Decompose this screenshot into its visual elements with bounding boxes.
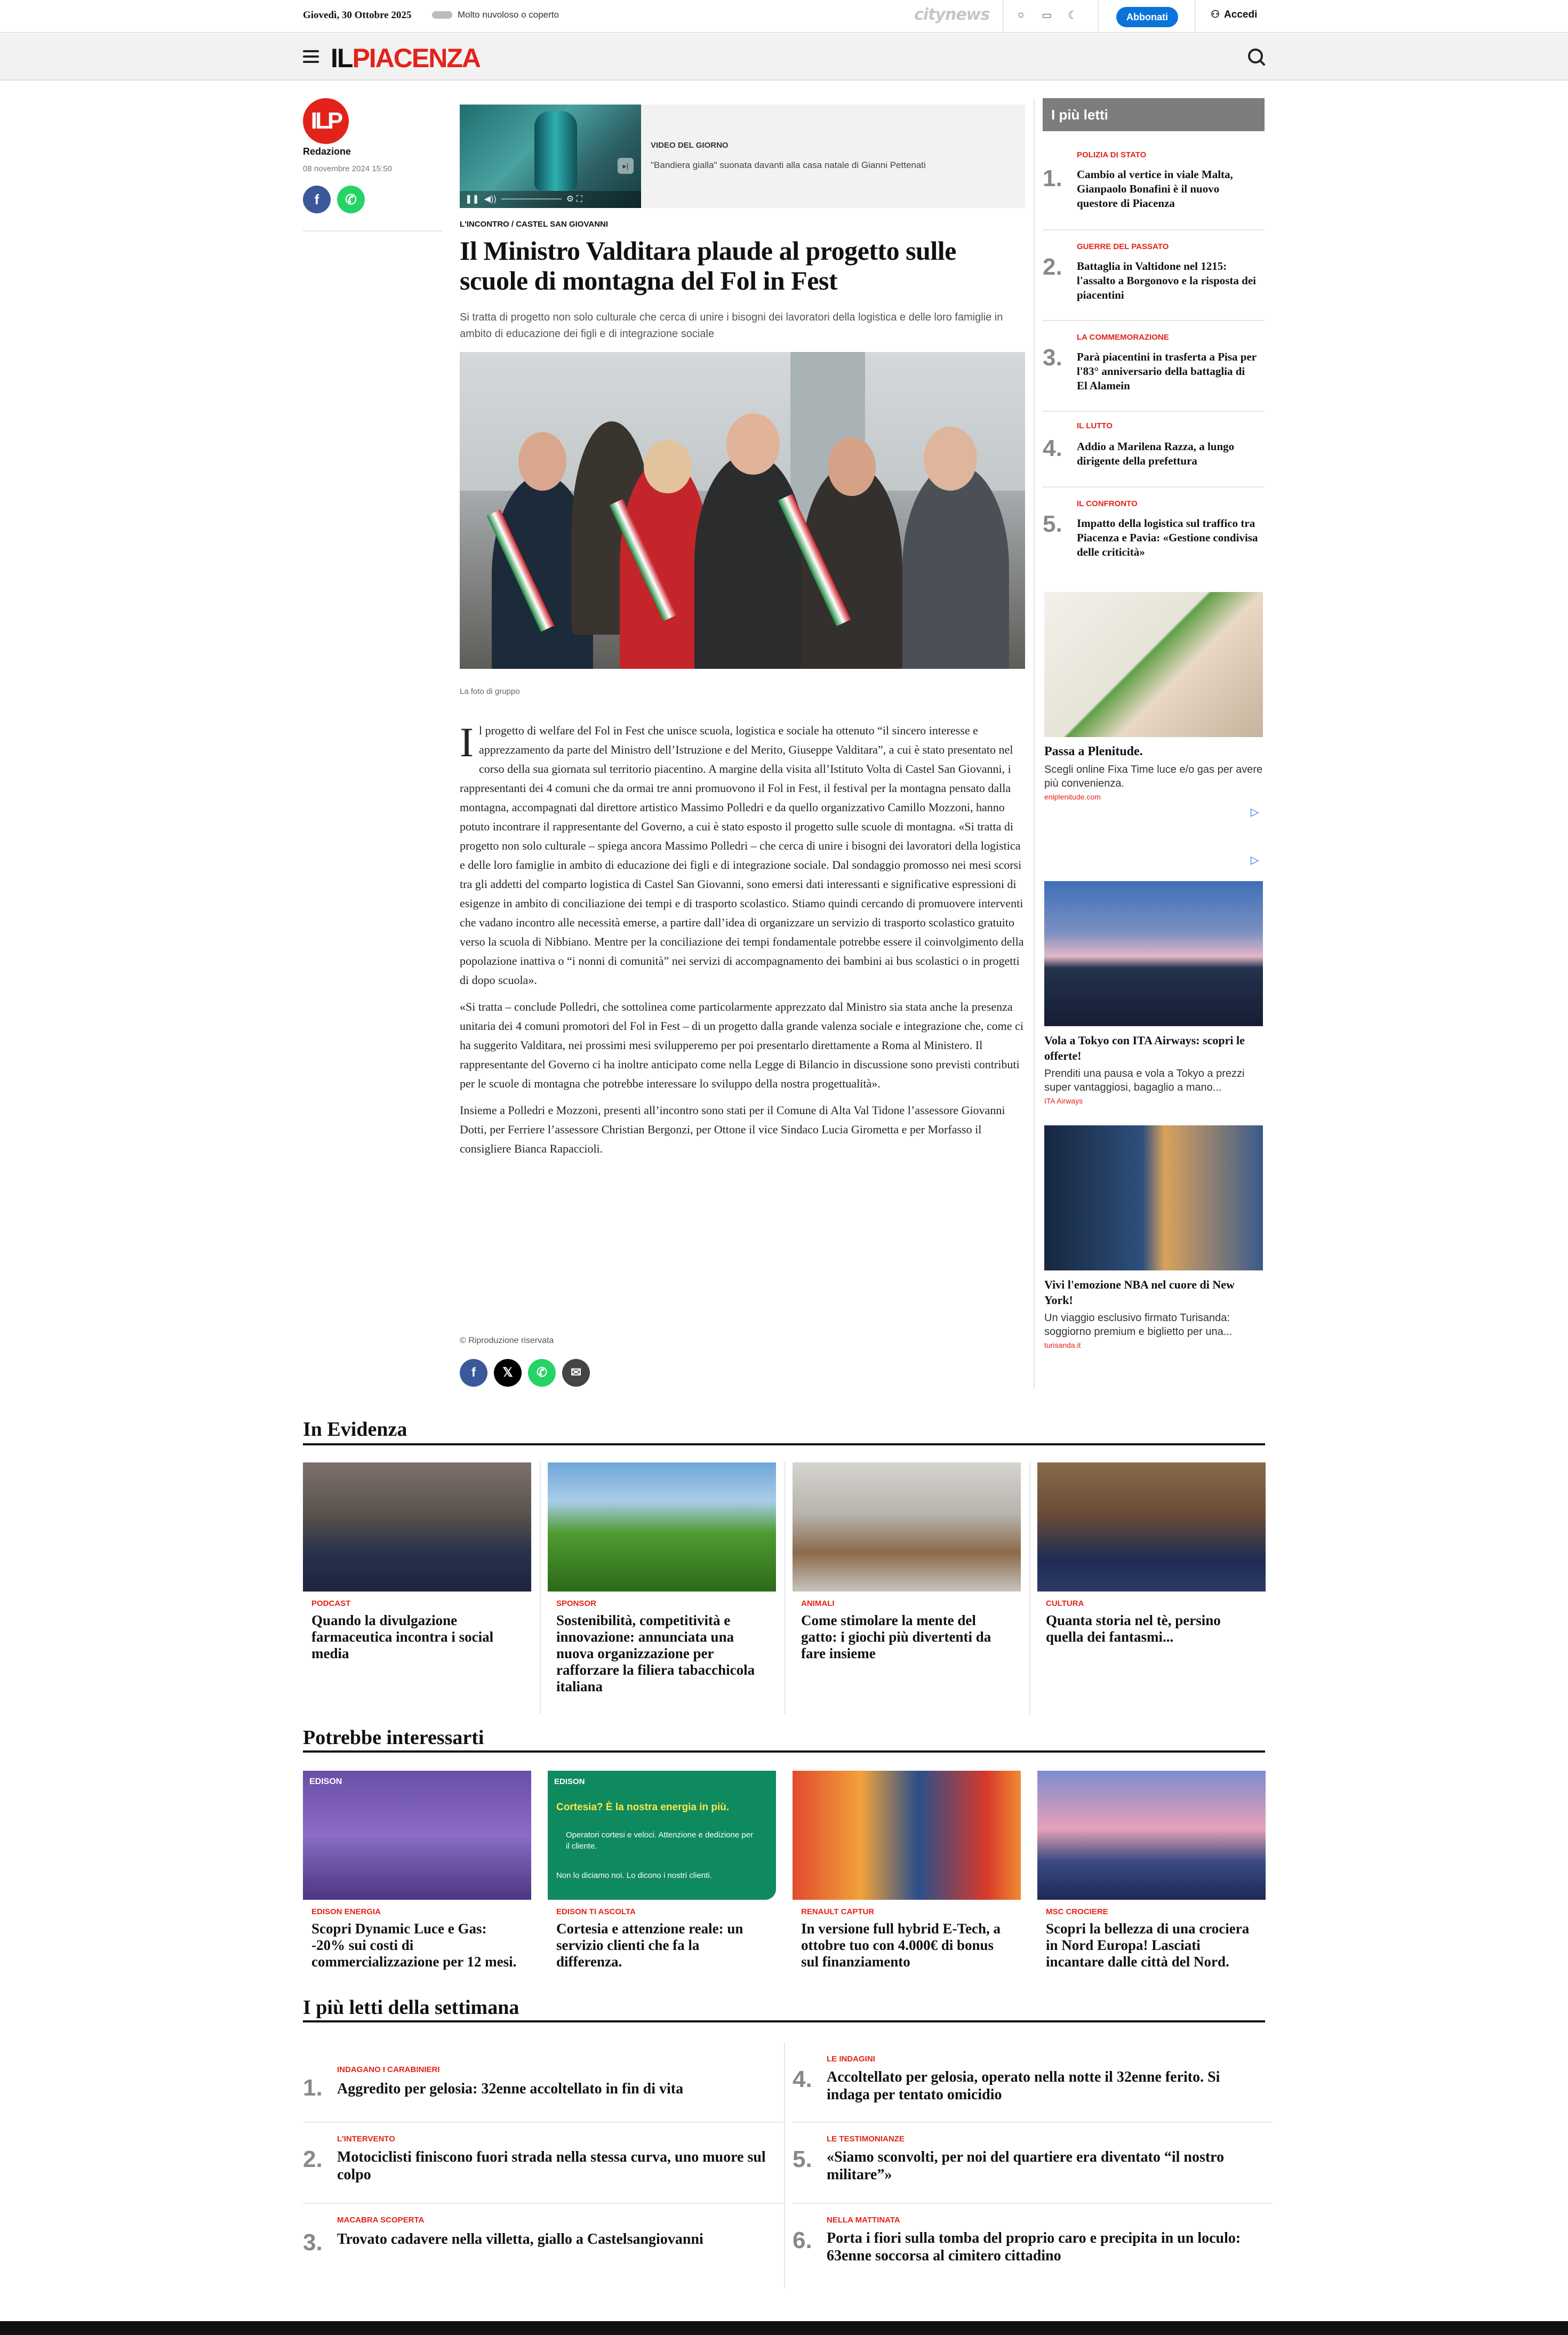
item-title[interactable]: Trovato cadavere nella villetta, giallo a Castelsangiovanni (337, 2231, 703, 2248)
hamburger-menu-icon[interactable] (303, 50, 319, 63)
top-bar (0, 0, 1568, 33)
cloud-icon (432, 11, 452, 19)
ad-plenitude[interactable] (1044, 592, 1263, 801)
item-title[interactable]: Accoltellato per gelosia, operato nella notte il 32enne ferito. Si indaga per tentato omicidio (827, 2069, 1220, 2103)
article-kicker: L'INCONTRO / CASTEL SAN GIOVANNI (460, 220, 609, 229)
facebook-share-icon[interactable]: f (303, 186, 331, 213)
rank-number: 1. (303, 2075, 323, 2101)
video-controls-play-icon[interactable]: ❚❚ ◀)) ────────── ⚙ ⛶ (460, 191, 641, 208)
monitor-icon[interactable]: ▭ (1042, 10, 1052, 21)
sponsored-card[interactable] (303, 1771, 531, 1970)
item-title[interactable]: Battaglia in Valtidone nel 1215: l'assalto a Borgonovo e la risposta dei piacentini (1077, 260, 1257, 301)
item-kicker: MACABRA SCOPERTA (337, 2216, 425, 2225)
paragraph: «Si tratta – conclude Polledri, che sottolinea come particolarmente apprezzato dal Ministro sia stata anche la presenza unitaria dei 4 comuni promotori del Fol in Fest – di un progetto dalla grande valenza sociale e integrazione che, come ci ha suggerito Valditara, nei prossimi mesi svilupperemo per poi presentarlo direttamente a Roma al Ministero. Il rappresentante del Governo ci ha inoltre anticipato come nella Legge di Bilancio in discussione sono previsti contributi per le scuole di montagna che potrebbe interessare lo sviluppo della nostra progettualità». (460, 1000, 1023, 1090)
card-title[interactable]: In versione full hybrid E-Tech, a ottobre tuo con 4.000€ di bonus sul finanziamento (801, 1921, 1001, 1970)
user-icon: ⚇ (1211, 9, 1220, 20)
skip-icon[interactable]: ▸| (618, 158, 634, 174)
weekly-item[interactable] (793, 2123, 1273, 2204)
ad-image[interactable] (1044, 1125, 1263, 1270)
rank-number: 1. (1043, 165, 1062, 191)
ad-ita-airways[interactable] (1044, 881, 1263, 1105)
copyright: © Riproduzione riservata (460, 1336, 554, 1345)
sun-icon[interactable]: ☼ (1016, 9, 1026, 20)
most-read-item[interactable] (1043, 230, 1265, 321)
logo-part-il: IL (331, 43, 353, 73)
ad-headline: Cortesia? È la nostra energia in più. (556, 1802, 730, 1813)
item-kicker: LE TESTIMONIANZE (827, 2134, 905, 2144)
paragraph: Insieme a Polledri e Mozzoni, presenti all’incontro sono stati per il Comune di Alta Val Tidone l’assessore Giovanni Dotti, per Ferriere l’assessore Christian Bergonzi, per Ottone il vice Sindaco Lucia Girometta e per Morfasso il consigliere Bianca Rapaccioli. (460, 1103, 1005, 1155)
whatsapp-share-icon[interactable]: ✆ (337, 186, 365, 213)
card-image[interactable] (548, 1771, 776, 1900)
whatsapp-share-icon[interactable]: ✆ (528, 1359, 556, 1387)
footer (0, 2321, 1568, 2335)
facebook-share-icon[interactable]: f (460, 1359, 487, 1387)
item-title[interactable]: Impatto della logistica sul traffico tra Piacenza e Pavia: «Gestione condivisa delle criticità» (1077, 517, 1258, 558)
rank-number: 3. (303, 2229, 323, 2256)
card-title[interactable]: Scopri la bellezza di una crociera in Nord Europa! Lasciati incantare dalle città del Nord. (1046, 1921, 1250, 1970)
item-title[interactable]: Parà piacentini in trasferta a Pisa per l'83° anniversario della battaglia di El Alamein (1077, 350, 1257, 392)
section-rule (303, 1750, 1265, 1753)
card-kicker: MSC CROCIERE (1046, 1907, 1108, 1916)
ad-text: Un viaggio esclusivo firmato Turisanda: soggiorno premium e biglietto per una... (1044, 1312, 1233, 1338)
article-hero-image[interactable] (460, 352, 1025, 669)
most-read-header: I più letti (1043, 98, 1265, 131)
most-read-item[interactable] (1043, 144, 1265, 230)
email-share-icon[interactable]: ✉ (562, 1359, 590, 1387)
ad-quote: Operatori cortesi e veloci. Attenzione e dedizione per il cliente. (566, 1830, 754, 1851)
item-kicker: L'INTERVENTO (337, 2134, 395, 2144)
divider (784, 2043, 785, 2288)
person (902, 464, 1009, 669)
divider (540, 1462, 541, 1714)
ad-title[interactable]: Passa a Plenitude. (1044, 745, 1143, 758)
sponsored-card[interactable] (1037, 1771, 1266, 1970)
weekly-item[interactable] (793, 2043, 1273, 2123)
ad-text: Prenditi una pausa e vola a Tokyo a prezzi super vantaggiosi, bagaglio a mano... (1044, 1068, 1245, 1093)
ad-text: Scegli online Fixa Time luce e/o gas per avere più convenienza. (1044, 764, 1263, 789)
card-image[interactable] (1037, 1771, 1266, 1900)
item-kicker: LE INDAGINI (827, 2054, 875, 2064)
divider (1195, 0, 1196, 32)
rank-number: 4. (1043, 435, 1062, 461)
item-title[interactable]: «Siamo sconvolti, per noi del quartiere era diventato “il nostro militare”» (827, 2149, 1225, 2183)
item-kicker: GUERRE DEL PASSATO (1077, 242, 1169, 251)
weather-text: Molto nuvoloso o coperto (458, 10, 559, 20)
rank-number: 2. (1043, 254, 1062, 280)
item-title[interactable]: Addio a Marilena Razza, a lungo dirigente della prefettura (1077, 440, 1235, 467)
card-image[interactable] (1037, 1462, 1266, 1592)
adchoices-icon[interactable]: ▷ (1251, 854, 1259, 866)
section-rule (303, 1443, 1265, 1445)
ad-title[interactable]: Vola a Tokyo con ITA Airways: scopri le offerte! (1044, 1034, 1245, 1062)
ad-footer: Non lo diciamo noi. Lo dicono i nostri clienti. (556, 1871, 712, 1880)
ad-source[interactable]: ITA Airways (1044, 1097, 1083, 1105)
video-title[interactable]: "Bandiera gialla" suonata davanti alla casa natale di Gianni Pettenati (651, 160, 926, 170)
most-read-item[interactable] (1043, 412, 1265, 487)
card-title[interactable]: Quanta storia nel tè, persino quella dei fantasmi... (1046, 1612, 1221, 1645)
item-title[interactable]: Porta i fiori sulla tomba del proprio caro e precipita in un loculo: 63enne soccorsa al cimitero cittadino (827, 2230, 1241, 2264)
person-face (828, 437, 876, 496)
divider (1098, 0, 1099, 32)
video-thumbnail[interactable] (460, 105, 641, 208)
evidenza-card[interactable] (793, 1462, 1021, 1662)
rank-number: 4. (793, 2066, 812, 2092)
card-image[interactable] (793, 1462, 1021, 1592)
ad-title[interactable]: Vivi l'emozione NBA nel cuore di New York! (1044, 1278, 1235, 1307)
video-of-the-day[interactable] (460, 105, 1025, 208)
weekly-item[interactable] (793, 2204, 1273, 2284)
item-kicker: POLIZIA DI STATO (1077, 150, 1147, 159)
person-face (726, 413, 780, 475)
rank-number: 2. (303, 2146, 323, 2172)
card-kicker: PODCAST (311, 1599, 351, 1608)
rank-number: 5. (793, 2146, 812, 2172)
item-title[interactable]: Cambio al vertice in viale Malta, Gianpaolo Bonafini è il nuovo questore di Piacenza (1077, 168, 1233, 210)
article-subtitle: Si tratta di progetto non solo culturale che cerca di unire i bisogni dei lavoratori della logistica e delle loro famiglie in ambito di educazione dei figli e di integrazione sociale (460, 311, 1003, 340)
edison-logo: EDISON (309, 1777, 342, 1786)
subscribe-button[interactable]: Abbonati (1116, 7, 1178, 27)
adchoices-icon[interactable]: ▷ (1251, 806, 1259, 818)
card-kicker: CULTURA (1046, 1599, 1084, 1608)
section-rule (303, 2020, 1265, 2022)
sponsored-card[interactable] (548, 1771, 776, 1970)
moon-icon[interactable]: ☾ (1068, 10, 1078, 21)
most-read-item[interactable] (1043, 487, 1265, 573)
item-kicker: IL LUTTO (1077, 421, 1113, 430)
article-body (460, 721, 1025, 1166)
card-title[interactable]: Scopri Dynamic Luce e Gas: -20% sui costi di commercializzazione per 12 mesi. (311, 1921, 517, 1970)
rank-number: 5. (1043, 511, 1062, 537)
card-kicker: EDISON TI ASCOLTA (556, 1907, 636, 1916)
site-logo[interactable] (331, 43, 480, 74)
card-image[interactable] (548, 1462, 776, 1592)
author-name[interactable]: Redazione (303, 146, 351, 157)
dropcap: I (460, 719, 474, 765)
item-title[interactable]: Motociclisti finiscono fuori strada nella stessa curva, uno muore sul colpo (337, 2149, 766, 2183)
person-face (644, 440, 692, 493)
ad-image[interactable] (1044, 881, 1263, 1026)
section-title-weekly: I più letti della settimana (303, 1996, 519, 2019)
weekly-item[interactable] (303, 2123, 783, 2204)
card-kicker: ANIMALI (801, 1599, 835, 1608)
evidenza-card[interactable] (1037, 1462, 1266, 1645)
card-kicker: SPONSOR (556, 1599, 597, 1608)
weekly-item[interactable] (303, 2204, 783, 2284)
section-title-interessarti: Potrebbe interessarti (303, 1726, 484, 1749)
current-date: Giovedì, 30 Ottobre 2025 (303, 10, 412, 21)
video-image (534, 111, 577, 191)
logo-part-piacenza: PIACENZA (352, 43, 481, 73)
ad-source[interactable]: eniplenitude.com (1044, 793, 1101, 801)
person-face (924, 427, 977, 491)
sponsored-card[interactable] (793, 1771, 1021, 1970)
card-image[interactable] (303, 1462, 531, 1592)
publish-date: 08 novembre 2024 15:50 (303, 164, 392, 173)
x-share-icon[interactable]: 𝕏 (494, 1359, 522, 1387)
item-kicker: NELLA MATTINATA (827, 2216, 900, 2225)
image-caption: La foto di gruppo (460, 687, 520, 696)
card-kicker: RENAULT CAPTUR (801, 1907, 875, 1916)
search-icon[interactable] (1248, 49, 1263, 63)
login-button[interactable] (1211, 9, 1257, 21)
rank-number: 3. (1043, 345, 1062, 371)
section-title-evidenza: In Evidenza (303, 1418, 407, 1441)
paragraph-text: l progetto di welfare del Fol in Fest che unisce scuola, logistica e sociale ha ottenuto “il sincero interesse e apprezzamento da parte del Ministro dell’Istruzione e del Merito, Giuseppe Valditara”, a cui è stato presentato nel corso della sua giornata sul territorio piacentino. A margine della visita all’Istituto Volta di Castel San Giovanni, i rappresentanti dei 4 comuni che da ormai tre anni promuovono il Fol in Fest, il festival per la montagna pensato dalla montagna, accompagnati dal direttore artistico Massimo Polledri e da quello organizzativo Camillo Mozzoni, hanno potuto incontrare il rappresentante del Governo, a cui è stato esposto il progetto sulle scuole di montagna. «Si tratta di progetto non solo culturale – spiega ancora Massimo Polledri – che cerca di unire i bisogni dei lavoratori della logistica e delle loro famiglie in ambito di educazione dei figli e di integrazione sociale. Dal sondaggio promosso nei mesi scorsi tra gli addetti del comparto logistica di Castel San Giovanni, sono emersi dati interessanti e significative espressioni di esigenze in ambito di conciliazione dei tempi e di trasporto scolastico. Stiamo quindi cercando di promuovere interventi che vadano incontro alle necessità emerse, a partire dall’idea di organizzare un servizio di trasporto scolastico gratuito verso la scuola di Nibbiano. Mentre per la conciliazione dei tempi fondamentale potrebbe essere il coinvolgimento della popolazione inattiva o “i nonni di comunità” nei servizi di accompagnamento dei bambini ai bus scolastici o in progetti di dopo scuola». (460, 724, 1024, 987)
paragraph (460, 721, 1025, 990)
most-read-item[interactable] (1043, 321, 1265, 412)
item-kicker: LA COMMEMORAZIONE (1077, 333, 1169, 342)
card-title[interactable]: Come stimolare la mente del gatto: i giochi più divertenti da fare insieme (801, 1612, 991, 1661)
evidenza-card[interactable] (303, 1462, 531, 1662)
ad-source[interactable]: turisanda.it (1044, 1341, 1081, 1349)
card-title[interactable]: Quando la divulgazione farmaceutica incontra i social media (311, 1612, 494, 1661)
item-title[interactable]: Aggredito per gelosia: 32enne accoltellato in fin di vita (337, 2081, 684, 2097)
author-avatar: ILP (303, 98, 349, 144)
login-label: Accedi (1224, 9, 1258, 20)
person (694, 453, 806, 669)
person-face (518, 432, 566, 491)
theme-switcher (1016, 9, 1077, 22)
ad-image[interactable] (1044, 592, 1263, 737)
evidenza-card[interactable] (548, 1462, 776, 1695)
card-kicker: EDISON ENERGIA (311, 1907, 381, 1916)
divider (785, 1462, 786, 1714)
ad-turisanda[interactable] (1044, 1125, 1263, 1349)
weather (432, 10, 559, 20)
main-nav (0, 34, 1568, 81)
video-label: VIDEO DEL GIORNO (651, 141, 729, 150)
divider (1029, 1462, 1030, 1714)
divider (303, 230, 443, 231)
item-kicker: IL CONFRONTO (1077, 499, 1138, 508)
card-image[interactable] (303, 1771, 531, 1900)
card-title[interactable]: Cortesia e attenzione reale: un servizio clienti che fa la differenza. (556, 1921, 743, 1970)
card-image[interactable] (793, 1771, 1021, 1900)
edison-logo: EDISON (554, 1777, 585, 1786)
rank-number: 6. (793, 2227, 812, 2253)
citynews-logo[interactable]: citynews (914, 5, 990, 24)
item-kicker: INDAGANO I CARABINIERI (337, 2065, 440, 2074)
article-title: Il Ministro Valditara plaude al progetto sulle scuole di montagna del Fol in Fest (460, 236, 956, 295)
divider (1034, 98, 1035, 1389)
card-title[interactable]: Sostenibilità, competitività e innovazione: annunciata una nuova organizzazione per rafforzare la filiera tabacchicola italiana (556, 1612, 755, 1694)
weekly-item[interactable] (303, 2043, 783, 2123)
divider (1003, 0, 1004, 32)
